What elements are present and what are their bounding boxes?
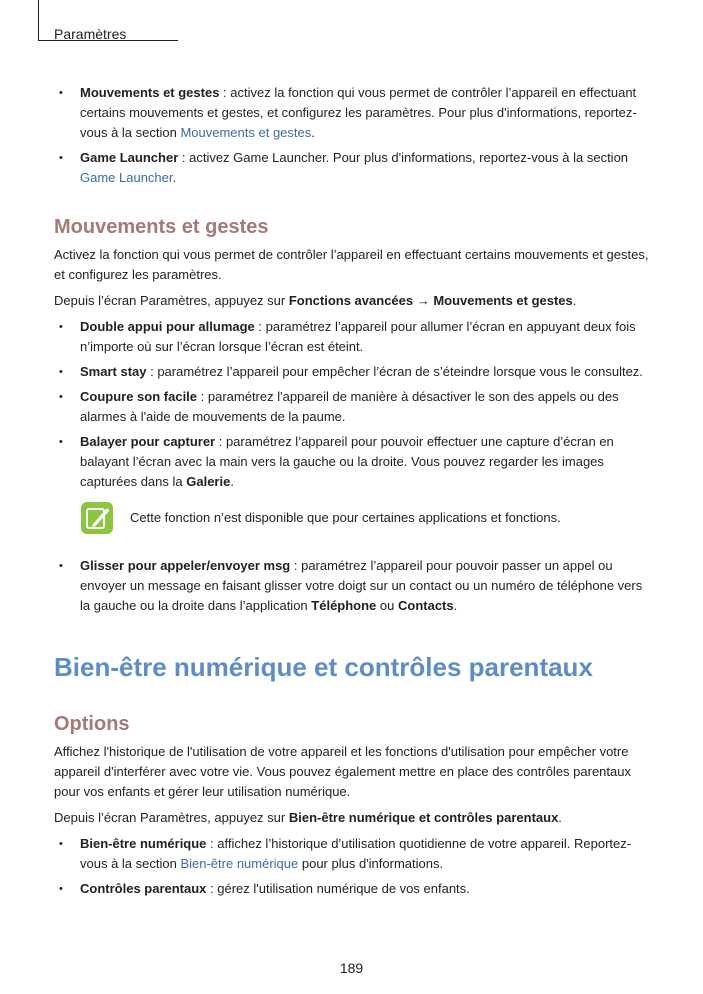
note-pencil-icon — [81, 502, 113, 534]
item-mid: ou — [376, 598, 398, 613]
item-term: Game Launcher — [80, 150, 179, 165]
item-term: Bien-être numérique — [80, 836, 207, 851]
item-end: . — [172, 170, 177, 185]
item-end: . — [453, 598, 458, 613]
item-end: pour plus d'informations. — [298, 856, 444, 871]
list-item — [54, 834, 654, 874]
item-term: Contrôles parentaux — [80, 881, 207, 896]
list-item — [54, 387, 654, 427]
item-term: Balayer pour capturer — [80, 434, 216, 449]
path-prefix: Depuis l’écran Paramètres, appuyez sur — [54, 293, 289, 308]
wellbeing-path — [54, 808, 654, 828]
list-item — [54, 556, 654, 616]
item-text: : activez la fonction qui vous permet de contrôler l’appareil en effectuant certains mouvements et gestes, et configurez les paramètres. Pour plus d'informations, reportez-vous à la section — [80, 85, 637, 140]
item-bold: Galerie — [186, 474, 231, 489]
list-item — [54, 83, 654, 143]
wellbeing-list — [54, 834, 654, 899]
motion-list — [54, 317, 654, 492]
motion-description: Activez la fonction qui vous permet de contrôler l’appareil en effectuant certains mouvements et gestes, et configurez les paramètres. — [54, 247, 649, 282]
item-end: . — [230, 474, 234, 489]
item-term: Smart stay — [80, 364, 147, 379]
note-text: Cette fonction n’est disponible que pour certaines applications et fonctions. — [130, 510, 561, 525]
motion-path — [54, 291, 654, 311]
link-game-launcher[interactable]: Game Launcher — [80, 170, 173, 185]
path-end: . — [572, 293, 577, 308]
note-box — [54, 502, 654, 542]
motion-list-continued — [54, 556, 654, 616]
section-header: Paramètres — [54, 26, 127, 42]
list-item — [54, 317, 654, 357]
path-prefix: Depuis l’écran Paramètres, appuyez sur — [54, 810, 289, 825]
path-bold: Bien-être numérique et contrôles parentaux — [288, 810, 559, 825]
item-text: : paramétrez l'appareil de manière à désactiver le son des appels ou des alarmes à l'aide de mouvements de la paume. — [80, 389, 619, 424]
page-number: 189 — [339, 960, 364, 976]
item-text: : paramétrez l’appareil pour pouvoir effectuer une capture d’écran en balayant l’écran avec la main vers la gauche ou la droite. Vous pouvez regarder les images capturées dans la — [80, 434, 614, 489]
section-title-options: Options — [54, 713, 130, 735]
link-mouvements-gestes[interactable]: Mouvements et gestes — [180, 125, 312, 140]
list-item — [54, 432, 654, 492]
item-term: Mouvements et gestes — [80, 85, 220, 100]
item-bold: Contacts — [397, 598, 454, 613]
section-title-motion: Mouvements et gestes — [54, 216, 269, 238]
header-rule-vertical — [38, 0, 39, 40]
item-bold: Téléphone — [311, 598, 377, 613]
item-text: : paramétrez l’appareil pour pouvoir passer un appel ou envoyer un message en faisant glisser votre doigt sur un contact ou un numéro de téléphone vers la gauche ou la droite dans l’application — [80, 558, 643, 613]
item-term: Coupure son facile — [80, 389, 198, 404]
path-end: . — [558, 810, 562, 825]
item-text: : activez Game Launcher. Pour plus d'informations, reportez-vous à la section — [178, 150, 629, 165]
item-term: Glisser pour appeler/envoyer msg — [80, 558, 291, 573]
page-content — [54, 83, 654, 904]
item-text: : paramétrez l’appareil pour empêcher l’écran de s’éteindre lorsque vous le consultez. — [146, 364, 643, 379]
section-title-wellbeing: Bien-être numérique et contrôles parentaux — [54, 652, 593, 682]
item-text: : affichez l’historique d’utilisation quotidienne de votre appareil. Reportez-vous à la section — [80, 836, 632, 871]
list-item — [54, 879, 654, 899]
list-item — [54, 362, 654, 382]
item-text: : paramétrez l’appareil pour allumer l’écran en appuyant deux fois n’importe où sur l’écran lorsque l’écran est éteint. — [80, 319, 636, 354]
item-text: : gérez l'utilisation numérique de vos enfants. — [206, 881, 470, 896]
item-term: Double appui pour allumage — [80, 319, 255, 334]
link-bien-etre-numerique[interactable]: Bien-être numérique — [180, 856, 299, 871]
list-item — [54, 148, 654, 188]
path-bold: Fonctions avancées → Mouvements et gestes — [288, 293, 573, 308]
intro-list — [54, 83, 654, 188]
wellbeing-description: Affichez l'historique de l'utilisation de votre appareil et les fonctions d'utilisation pour empêcher votre appareil d'interférer avec votre vie. Vous pouvez également mettre en place des contrôles parentaux pour vos enfants et gérer leur utilisation numérique. — [54, 744, 631, 799]
item-end: . — [311, 125, 315, 140]
